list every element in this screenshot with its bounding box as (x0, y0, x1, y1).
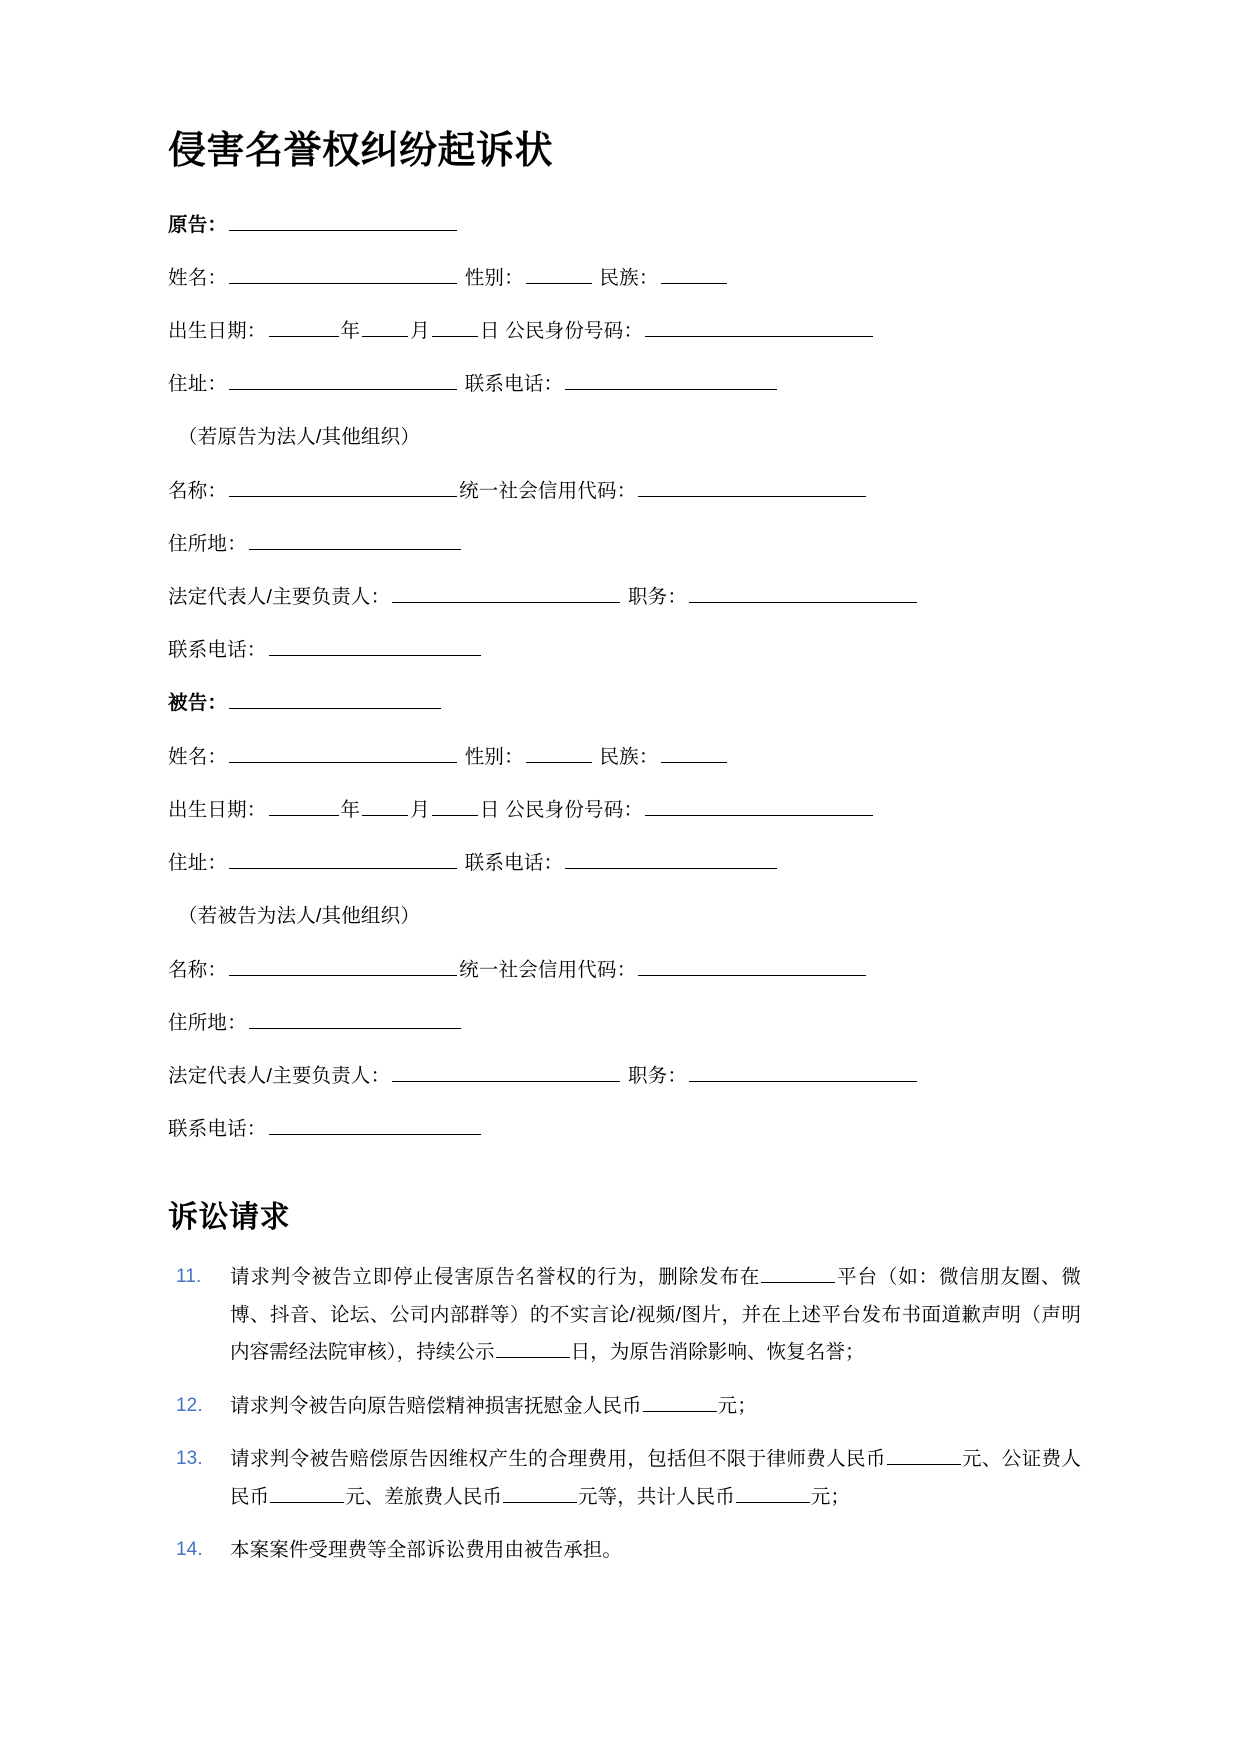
plaintiff-gender-blank[interactable] (526, 264, 592, 284)
plaintiff-birth-day-blank[interactable] (432, 317, 478, 337)
plaintiff-org-phone-blank[interactable] (269, 637, 481, 657)
claims-list (168, 1259, 1081, 1569)
defendant-birth-month-blank[interactable] (362, 796, 408, 816)
plaintiff-birthdate-row (168, 316, 1081, 346)
plaintiff-day-unit: 日 (479, 319, 500, 342)
claim-13-text-part2: 元、公证费人民币 (230, 1448, 1081, 1508)
plaintiff-position-blank[interactable] (689, 584, 917, 604)
defendant-day-unit: 日 (479, 798, 500, 821)
plaintiff-name-row (168, 263, 1081, 293)
defendant-address-label: 住址： (168, 852, 228, 875)
defendant-domicile-blank[interactable] (249, 1009, 461, 1029)
defendant-birthdate-label: 出生日期： (168, 798, 267, 821)
plaintiff-org-name-label: 名称： (168, 479, 228, 502)
defendant-org-note: （若被告为法人/其他组织） (178, 905, 421, 928)
claim-13-travel-fee-blank[interactable] (503, 1483, 577, 1503)
defendant-phone-blank[interactable] (565, 850, 777, 870)
plaintiff-credit-code-blank[interactable] (638, 477, 866, 497)
claim-11-text-part1: 请求判令被告立即停止侵害原告名誉权的行为，删除发布在 (230, 1266, 761, 1289)
defendant-gender-blank[interactable] (526, 743, 592, 763)
plaintiff-birthdate-label: 出生日期： (168, 319, 267, 342)
plaintiff-org-name-row (168, 476, 1081, 506)
plaintiff-address-label: 住址： (168, 373, 228, 396)
plaintiff-heading-blank[interactable] (229, 211, 457, 231)
defendant-domicile-row (168, 1008, 1081, 1038)
defendant-phone-label: 联系电话： (464, 852, 564, 875)
plaintiff-id-blank[interactable] (645, 317, 873, 337)
plaintiff-phone-label: 联系电话： (464, 373, 564, 396)
defendant-birth-day-blank[interactable] (432, 796, 478, 816)
plaintiff-id-label: 公民身份号码： (505, 319, 644, 342)
defendant-gender-label: 性别： (464, 745, 524, 768)
plaintiff-address-row (168, 369, 1081, 399)
plaintiff-org-phone-row (168, 635, 1081, 665)
plaintiff-domicile-label: 住所地： (168, 532, 247, 555)
plaintiff-address-blank[interactable] (229, 371, 457, 391)
defendant-legalrep-blank[interactable] (392, 1063, 620, 1083)
claim-item-12 (168, 1388, 1081, 1425)
claim-13-text-part1: 请求判令被告赔偿原告因维权产生的合理费用，包括但不限于律师费人民币 (230, 1448, 886, 1471)
claim-item-14 (168, 1532, 1081, 1569)
plaintiff-ethnicity-blank[interactable] (661, 264, 727, 284)
defendant-org-phone-blank[interactable] (269, 1116, 481, 1136)
claim-item-13 (168, 1441, 1081, 1516)
claim-11-days-blank[interactable] (496, 1339, 570, 1359)
claim-13-text-part4: 元等，共计人民币 (578, 1485, 735, 1508)
defendant-domicile-label: 住所地： (168, 1011, 247, 1034)
claim-13-lawyer-fee-blank[interactable] (887, 1446, 961, 1466)
claim-13-notary-fee-blank[interactable] (270, 1483, 344, 1503)
plaintiff-ethnicity-label: 民族： (599, 266, 659, 289)
plaintiff-credit-code-label: 统一社会信用代码： (459, 479, 637, 502)
defendant-address-row (168, 848, 1081, 878)
plaintiff-name-blank[interactable] (229, 264, 457, 284)
plaintiff-org-phone-label: 联系电话： (168, 639, 267, 662)
defendant-month-unit: 月 (410, 798, 430, 821)
claim-11-text-part2: 平台（如：微信朋友圈、微博、抖音、论坛、公司内部群等）的不实言论/视频/图片，并在上述平台发布书面道歉声明（声明内容需经法院审核），持续公示 (230, 1266, 1081, 1364)
defendant-org-name-blank[interactable] (229, 956, 457, 976)
defendant-heading-label: 被告： (168, 692, 228, 715)
defendant-birthdate-row (168, 795, 1081, 825)
claim-11-text-part3: 日，为原告消除影响、恢复名誉； (570, 1341, 865, 1364)
claim-11-platform-blank[interactable] (761, 1264, 835, 1284)
defendant-position-blank[interactable] (689, 1063, 917, 1083)
plaintiff-legalrep-row (168, 582, 1081, 612)
defendant-name-blank[interactable] (229, 743, 457, 763)
defendant-position-label: 职务： (627, 1065, 688, 1087)
defendant-legalrep-row (168, 1061, 1081, 1091)
plaintiff-month-unit: 月 (410, 319, 430, 342)
defendant-org-name-row (168, 955, 1081, 985)
plaintiff-org-name-blank[interactable] (229, 477, 457, 497)
plaintiff-name-label: 姓名： (168, 266, 228, 289)
claim-13-text-part3: 元、差旅费人民币 (345, 1485, 503, 1508)
defendant-name-label: 姓名： (168, 745, 228, 768)
defendant-address-blank[interactable] (229, 850, 457, 870)
defendant-name-row (168, 742, 1081, 772)
plaintiff-birth-month-blank[interactable] (362, 317, 408, 337)
claim-12-text-part1: 请求判令被告向原告赔偿精神损害抚慰金人民币 (230, 1394, 642, 1417)
claims-section-title: 诉讼请求 (168, 1201, 290, 1235)
plaintiff-heading-label: 原告： (168, 213, 228, 236)
claim-item-11 (168, 1259, 1081, 1371)
plaintiff-gender-label: 性别： (464, 266, 524, 289)
defendant-org-phone-row (168, 1114, 1081, 1144)
defendant-ethnicity-blank[interactable] (661, 743, 727, 763)
defendant-credit-code-blank[interactable] (638, 956, 866, 976)
plaintiff-birth-year-blank[interactable] (269, 317, 339, 337)
claim-13-text-part5: 元； (810, 1485, 851, 1508)
defendant-legalrep-label: 法定代表人/主要负责人： (168, 1065, 391, 1087)
defendant-birth-year-blank[interactable] (269, 796, 339, 816)
defendant-heading-row (168, 688, 1081, 718)
defendant-credit-code-label: 统一社会信用代码： (459, 958, 637, 981)
plaintiff-legalrep-label: 法定代表人/主要负责人： (168, 586, 391, 609)
claim-13-total-blank[interactable] (736, 1483, 810, 1503)
claim-12-amount-blank[interactable] (643, 1392, 717, 1412)
plaintiff-year-unit: 年 (340, 319, 361, 342)
plaintiff-org-note: （若原告为法人/其他组织） (178, 426, 421, 449)
plaintiff-phone-blank[interactable] (565, 371, 777, 391)
page-title: 侵害名誉权纠纷起诉状 (168, 130, 554, 172)
claim-12-text-part2: 元； (717, 1394, 757, 1417)
defendant-org-phone-label: 联系电话： (168, 1118, 267, 1141)
defendant-id-blank[interactable] (645, 796, 873, 816)
defendant-org-name-label: 名称： (168, 958, 228, 981)
plaintiff-position-label: 职务： (627, 586, 688, 609)
plaintiff-legalrep-blank[interactable] (392, 584, 620, 604)
plaintiff-domicile-blank[interactable] (249, 530, 461, 550)
defendant-year-unit: 年 (340, 798, 361, 821)
defendant-heading-blank[interactable] (229, 690, 441, 710)
plaintiff-domicile-row (168, 529, 1081, 559)
defendant-ethnicity-label: 民族： (599, 745, 659, 768)
defendant-id-label: 公民身份号码： (505, 798, 644, 821)
plaintiff-heading-row (168, 210, 1081, 240)
claim-14-text: 本案案件受理费等全部诉讼费用由被告承担。 (230, 1539, 623, 1562)
